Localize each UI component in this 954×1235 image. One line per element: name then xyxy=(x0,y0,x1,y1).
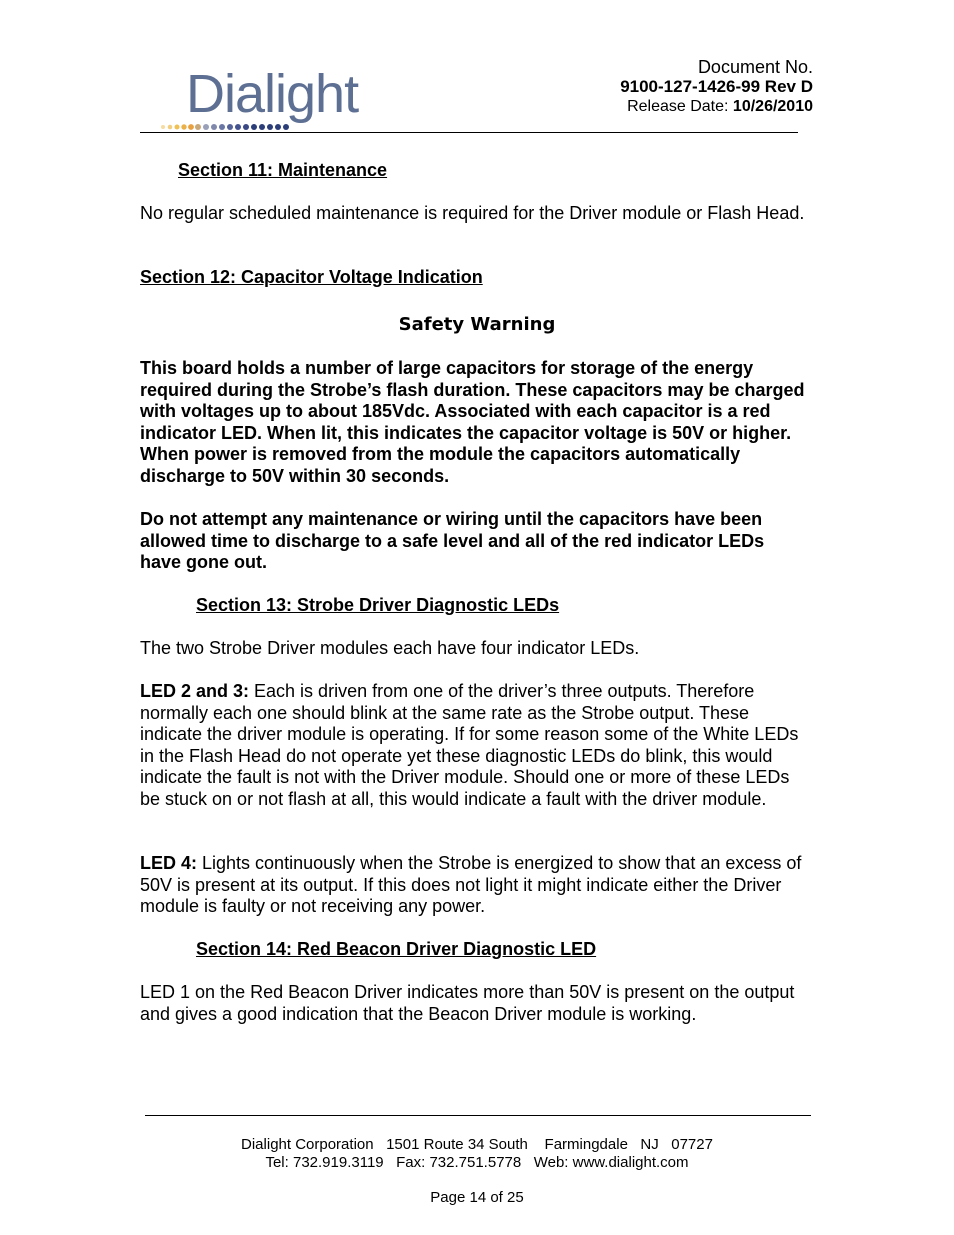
page-number: Page 14 of 25 xyxy=(430,1189,524,1206)
section-12-title: Section 12: Capacitor Voltage Indication xyxy=(140,267,483,287)
release-date: 10/26/2010 xyxy=(732,98,813,115)
release-label: Release Date: xyxy=(627,98,733,115)
led-4-paragraph xyxy=(140,853,820,918)
section-14-body: LED 1 on the Red Beacon Driver indicates more than 50V is present on the output and gives a good indication that the Beacon Driver module is working. xyxy=(140,982,795,1024)
document-info xyxy=(620,57,813,117)
logo-dots-icon xyxy=(160,122,300,132)
led-2-3-paragraph xyxy=(140,681,808,811)
section-13-title: Section 13: Strobe Driver Diagnostic LEDs xyxy=(196,595,560,615)
safety-warning-title: Safety Warning xyxy=(398,314,556,335)
document-label: Document No. xyxy=(697,57,813,77)
header-divider xyxy=(140,132,798,133)
release-date-line xyxy=(620,97,813,117)
footer-address: Dialight Corporation 1501 Route 34 South Farmingdale NJ 07727 xyxy=(241,1136,713,1153)
footer-contact: Tel: 732.919.3119 Fax: 732.751.5778 Web: www.dialight.com xyxy=(265,1154,689,1171)
section-11-body: No regular scheduled maintenance is required for the Driver module or Flash Head. xyxy=(140,203,805,223)
section-11-title: Section 11: Maintenance xyxy=(178,160,388,180)
safety-warning-paragraph-2: Do not attempt any maintenance or wiring until the capacitors have been allowed time to discharge to a safe level and all of the red indicator LEDs have gone out. xyxy=(140,509,765,573)
led-2-3-label: LED 2 and 3: xyxy=(140,681,250,701)
led-4-text: Lights continuously when the Strobe is energized to show that an excess of 50V is present at its output. If this does not light it might indicate either the Driver module is faulty or not receiving any power. xyxy=(140,853,802,917)
led-2-3-text: Each is driven from one of the driver’s three outputs. Therefore normally each one should blink at the same rate as the Strobe output. These indicate the driver module is operating. If for some reason some of the White LEDs in the Flash Head do not operate yet these diagnostic LEDs do blink, this would indicate the fault is not with the Driver module. Should one or more of these LEDs be stuck on or not flash at all, this would indicate a fault with the driver module. xyxy=(140,681,799,809)
company-logo xyxy=(160,64,420,134)
section-13-intro: The two Strobe Driver modules each have four indicator LEDs. xyxy=(140,638,640,658)
footer-divider xyxy=(145,1115,811,1116)
safety-warning-paragraph-1: This board holds a number of large capacitors for storage of the energy required during the Strobe’s flash duration. These capacitors may be charged with voltages up to about 185Vdc. Associated with each capacitor is a red indicator LED. When lit, this indicates the capacitor voltage is 50V or higher. When power is removed from the module the capacitors automatically discharge to 50V within 30 seconds. xyxy=(140,358,805,486)
section-14-title: Section 14: Red Beacon Driver Diagnostic LED xyxy=(196,939,597,959)
led-4-label: LED 4: xyxy=(140,853,198,873)
logo-wordmark: Dialight xyxy=(186,64,359,124)
document-number: 9100-127-1426-99 Rev D xyxy=(620,77,813,96)
